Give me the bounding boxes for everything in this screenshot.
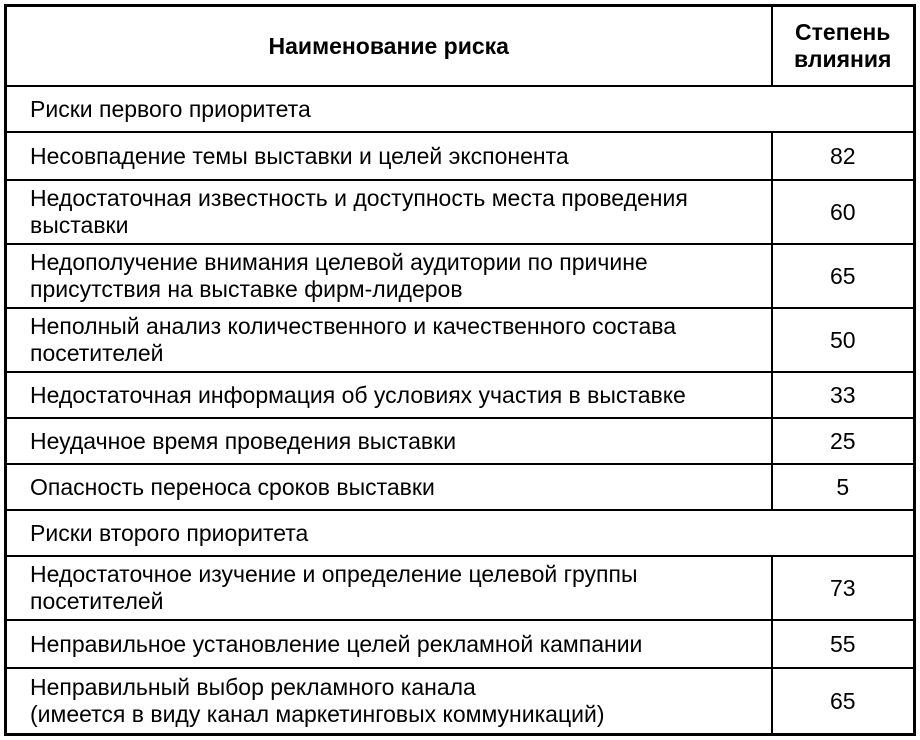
table-row xyxy=(6,308,915,372)
table-row xyxy=(6,180,915,244)
impact-value-cell: 50 xyxy=(772,308,915,372)
table-row xyxy=(6,556,915,620)
table-row xyxy=(6,132,915,180)
risk-name-cell: Недостаточная известность и доступность места проведения выставки xyxy=(6,180,772,244)
column-header-impact-degree: Степень влияния xyxy=(772,6,915,87)
table-row xyxy=(6,244,915,308)
impact-value-cell: 82 xyxy=(772,132,915,180)
risk-name-cell: Неправильный выбор рекламного канала (имеется в виду канал маркетинговых коммуникаций) xyxy=(6,668,772,735)
impact-value-cell: 73 xyxy=(772,556,915,620)
risk-name-cell: Несовпадение темы выставки и целей экспонента xyxy=(6,132,772,180)
impact-value-cell: 55 xyxy=(772,620,915,668)
table-header-row xyxy=(6,6,915,87)
impact-value-cell: 65 xyxy=(772,668,915,735)
impact-value-cell: 33 xyxy=(772,372,915,418)
impact-value-cell: 65 xyxy=(772,244,915,308)
section-row-first-priority xyxy=(6,86,915,132)
section-row-second-priority xyxy=(6,510,915,556)
impact-value-cell: 60 xyxy=(772,180,915,244)
table-row xyxy=(6,372,915,418)
risk-name-cell: Неполный анализ количественного и качественного состава посетителей xyxy=(6,308,772,372)
column-header-risk-name: Наименование риска xyxy=(6,6,772,87)
risk-name-cell: Опасность переноса сроков выставки xyxy=(6,464,772,510)
risk-name-cell: Неудачное время проведения выставки xyxy=(6,418,772,464)
risk-name-cell: Недополучение внимания целевой аудитории по причине присутствия на выставке фирм-лидеров xyxy=(6,244,772,308)
impact-value-cell: 25 xyxy=(772,418,915,464)
table-row xyxy=(6,464,915,510)
table-row xyxy=(6,668,915,735)
section-title: Риски второго приоритета xyxy=(6,510,915,556)
risk-name-cell: Недостаточная информация об условиях участия в выставке xyxy=(6,372,772,418)
section-title: Риски первого приоритета xyxy=(6,86,915,132)
table-row xyxy=(6,418,915,464)
risk-name-cell: Неправильное установление целей рекламной кампании xyxy=(6,620,772,668)
risk-table xyxy=(4,4,916,736)
table-row xyxy=(6,620,915,668)
risk-name-cell: Недостаточное изучение и определение целевой группы посетителей xyxy=(6,556,772,620)
impact-value-cell: 5 xyxy=(772,464,915,510)
